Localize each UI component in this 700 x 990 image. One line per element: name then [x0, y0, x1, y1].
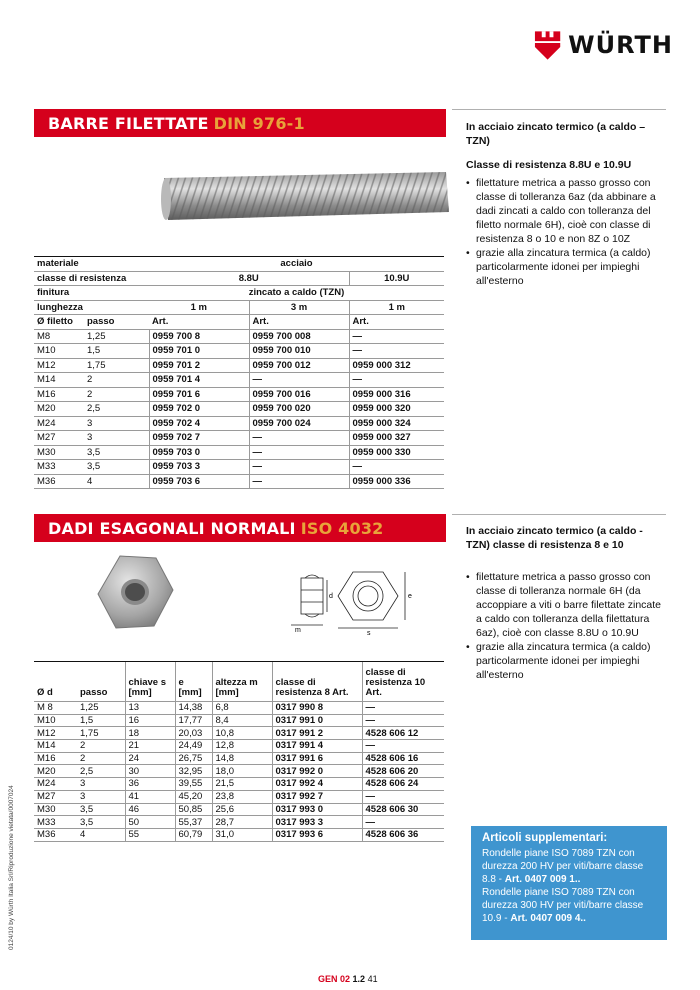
label-materiale: materiale — [34, 257, 149, 272]
table-cell: M30 — [34, 445, 84, 460]
table-cell: 46 — [125, 803, 175, 816]
table-cell: 0959 700 010 — [249, 344, 349, 359]
table-cell: 3 — [77, 778, 125, 791]
table-cell: — — [249, 431, 349, 446]
table-cell: 0959 701 4 — [149, 373, 249, 388]
wurth-logo — [533, 27, 673, 63]
header-e: e [mm] — [175, 662, 212, 702]
page-footer — [318, 974, 378, 984]
footer-section: GEN 02 — [318, 974, 351, 984]
table-cell: M24 — [34, 416, 84, 431]
table-cell: 2 — [77, 752, 125, 765]
brand-name: WÜRTH — [568, 31, 673, 59]
table-cell: 20,03 — [175, 727, 212, 740]
table-cell: 4528 606 12 — [362, 727, 444, 740]
side-copyright-note: 0124/10 by Würth Italia Srl/Riproduzione vietata/0007024 — [8, 785, 15, 950]
table-cell: 0959 000 324 — [349, 416, 444, 431]
table-cell: 41 — [125, 790, 175, 803]
table-cell: 0959 000 320 — [349, 402, 444, 417]
nuts-table — [34, 661, 444, 842]
table-cell: M20 — [34, 765, 77, 778]
drawing-label-d: d — [329, 593, 333, 600]
section1-info — [466, 120, 671, 288]
table-cell: 0959 703 0 — [149, 445, 249, 460]
header-classe-10: classe di resistenza 10 Art. — [362, 662, 444, 702]
header-passo: passo — [77, 662, 125, 702]
table-cell: — — [362, 702, 444, 715]
table-cell: — — [362, 714, 444, 727]
footer-number: 41 — [367, 974, 378, 984]
table-cell: 0317 991 2 — [272, 727, 362, 740]
section1-title: BARRE FILETTATE — [48, 113, 209, 133]
table-cell: 0959 702 4 — [149, 416, 249, 431]
table-cell: M16 — [34, 387, 84, 402]
table-cell: 3,5 — [84, 445, 149, 460]
table-row — [34, 474, 444, 489]
table-cell: 0959 703 3 — [149, 460, 249, 475]
table-cell: M30 — [34, 803, 77, 816]
table-cell: 39,55 — [175, 778, 212, 791]
drawing-label-s: s — [367, 630, 371, 636]
value-classe-8: 8.8U — [149, 271, 349, 286]
table-cell: 3 — [84, 431, 149, 446]
header-diametro: Ø d — [34, 662, 77, 702]
table-cell: M24 — [34, 778, 77, 791]
table-cell: 21,5 — [212, 778, 272, 791]
section2-title: DADI ESAGONALI NORMALI — [48, 518, 296, 538]
length-3: 1 m — [349, 300, 444, 315]
table-cell: 0959 700 024 — [249, 416, 349, 431]
table-row — [34, 344, 444, 359]
table-cell: 2,5 — [84, 402, 149, 417]
supplementary-article: Art. 0407 009 1.. — [504, 874, 581, 885]
header-art: Art. — [149, 315, 249, 330]
table-cell: 2 — [84, 387, 149, 402]
table-cell: — — [362, 740, 444, 753]
table-cell: — — [249, 373, 349, 388]
value-classe-10: 10.9U — [349, 271, 444, 286]
rods-table — [34, 256, 444, 489]
header-art: Art. — [349, 315, 444, 330]
table-cell: 0317 992 4 — [272, 778, 362, 791]
table-cell: 0959 700 012 — [249, 358, 349, 373]
table-cell: 0959 703 6 — [149, 474, 249, 489]
table-cell: 0317 992 0 — [272, 765, 362, 778]
table-cell: 0317 991 0 — [272, 714, 362, 727]
table-cell: 0959 701 6 — [149, 387, 249, 402]
table-cell: 10,8 — [212, 727, 272, 740]
table-cell: M36 — [34, 474, 84, 489]
table-cell: M12 — [34, 358, 84, 373]
section1-standard: DIN 976-1 — [213, 113, 305, 133]
section2-rule — [452, 514, 666, 515]
table-cell: 25,6 — [212, 803, 272, 816]
table-cell: 17,77 — [175, 714, 212, 727]
table-cell: — — [349, 344, 444, 359]
section1-info-head: In acciaio zincato termico (a caldo – TZN) — [466, 121, 646, 147]
table-cell: M14 — [34, 373, 84, 388]
table-cell: — — [349, 329, 444, 344]
table-cell: 50,85 — [175, 803, 212, 816]
table-cell: M14 — [34, 740, 77, 753]
table-row — [34, 402, 444, 417]
supplementary-title: Articoli supplementari: — [482, 832, 608, 844]
table-cell: 14,38 — [175, 702, 212, 715]
label-lunghezza: lunghezza — [34, 300, 149, 315]
table-cell: 0959 701 0 — [149, 344, 249, 359]
section2-bullet: • filettature metrica a passo grosso con classe di tolleranza normale 6H (da accoppiare a viti o barre filettate zincate a caldo con tolleranza della filettatura 6az), cioè con classe 8.8U o 10.9U — [466, 570, 666, 640]
table-cell: M 8 — [34, 702, 77, 715]
table-cell: 0959 701 2 — [149, 358, 249, 373]
header-passo: passo — [84, 315, 149, 330]
section2-bullet: • grazie alla zincatura termica (a caldo) particolarmente idonei per impieghi all'esterno — [466, 640, 666, 682]
hex-nut-image — [94, 552, 176, 634]
table-cell: 3,5 — [77, 816, 125, 829]
section1-banner — [34, 109, 446, 137]
table-cell: 45,20 — [175, 790, 212, 803]
table-row — [34, 765, 444, 778]
table-cell: 31,0 — [212, 828, 272, 841]
table-row — [34, 828, 444, 841]
table-cell: 1,75 — [84, 358, 149, 373]
table-cell: 60,79 — [175, 828, 212, 841]
value-materiale: acciaio — [149, 257, 444, 272]
table-cell: 16 — [125, 714, 175, 727]
table-row — [34, 416, 444, 431]
table-cell: 4528 606 30 — [362, 803, 444, 816]
header-altezza: altezza m [mm] — [212, 662, 272, 702]
table-cell: 0317 992 7 — [272, 790, 362, 803]
table-row — [34, 702, 444, 715]
table-cell: 0959 700 016 — [249, 387, 349, 402]
table-row — [34, 358, 444, 373]
header-art: Art. — [249, 315, 349, 330]
table-cell: 4528 606 24 — [362, 778, 444, 791]
table-cell: M10 — [34, 344, 84, 359]
section1-bullets — [466, 176, 671, 288]
table-cell: 0317 991 6 — [272, 752, 362, 765]
table-cell: 1,5 — [84, 344, 149, 359]
table-cell: 32,95 — [175, 765, 212, 778]
table-cell: 0317 990 8 — [272, 702, 362, 715]
supplementary-articles-box — [471, 826, 667, 940]
table-cell: M20 — [34, 402, 84, 417]
table-cell: 14,8 — [212, 752, 272, 765]
nut-technical-drawing — [287, 566, 417, 636]
table-row — [34, 803, 444, 816]
table-cell: — — [249, 460, 349, 475]
table-cell: M27 — [34, 431, 84, 446]
table-row — [34, 740, 444, 753]
section1-subhead: Classe di resistenza 8.8U e 10.9U — [466, 159, 632, 171]
table-row — [34, 727, 444, 740]
table-cell: 23,8 — [212, 790, 272, 803]
table-cell: 1,25 — [77, 702, 125, 715]
table-cell: 8,4 — [212, 714, 272, 727]
table-cell: 24,49 — [175, 740, 212, 753]
table-cell: — — [349, 373, 444, 388]
section2-info-head: In acciaio zincato termico (a caldo - TZN) classe di resistenza 8 e 10 — [466, 525, 643, 551]
table-cell: 26,75 — [175, 752, 212, 765]
table-cell: 0317 993 6 — [272, 828, 362, 841]
table-cell: 0959 000 327 — [349, 431, 444, 446]
header-classe-8: classe di resistenza 8 Art. — [272, 662, 362, 702]
table-cell: 13 — [125, 702, 175, 715]
table-row — [34, 387, 444, 402]
table-cell: M10 — [34, 714, 77, 727]
drawing-label-e: e — [408, 593, 412, 600]
table-cell: 0959 000 336 — [349, 474, 444, 489]
wurth-logo-mark-icon — [533, 28, 562, 62]
table-cell: 1,25 — [84, 329, 149, 344]
table-cell: 18,0 — [212, 765, 272, 778]
table-cell: 0959 000 316 — [349, 387, 444, 402]
section2-info — [466, 524, 666, 682]
table-cell: 0959 000 330 — [349, 445, 444, 460]
supplementary-line: Rondelle piane ISO 7089 TZN con durezza 300 HV per viti/barre classe 10.9 - — [482, 887, 644, 924]
table-cell: M12 — [34, 727, 77, 740]
table-cell: M36 — [34, 828, 77, 841]
table-row — [34, 778, 444, 791]
table-cell: 4 — [84, 474, 149, 489]
table-cell: 4528 606 36 — [362, 828, 444, 841]
table-cell: 1,5 — [77, 714, 125, 727]
supplementary-line: Rondelle piane ISO 7089 TZN con durezza 200 HV per viti/barre classe 8.8 - — [482, 848, 644, 885]
table-cell: 50 — [125, 816, 175, 829]
table-cell: 55,37 — [175, 816, 212, 829]
table-cell: M33 — [34, 816, 77, 829]
table-cell: 0959 700 020 — [249, 402, 349, 417]
table-cell: M16 — [34, 752, 77, 765]
table-cell: 2 — [84, 373, 149, 388]
table-cell: 0317 993 3 — [272, 816, 362, 829]
section2-banner — [34, 514, 446, 542]
table-cell: — — [249, 474, 349, 489]
supplementary-article: Art. 0407 009 4.. — [510, 913, 586, 924]
table-cell: 3,5 — [84, 460, 149, 475]
section2-standard: ISO 4032 — [300, 518, 384, 538]
table-row — [34, 329, 444, 344]
table-row — [34, 714, 444, 727]
table-cell: — — [349, 460, 444, 475]
header-diametro: Ø filetto — [34, 315, 84, 330]
section2-bullets — [466, 570, 666, 682]
length-1: 1 m — [149, 300, 249, 315]
table-cell: — — [249, 445, 349, 460]
table-row — [34, 460, 444, 475]
table-cell: — — [362, 816, 444, 829]
table-cell: 3 — [77, 790, 125, 803]
section1-bullet: • grazie alla zincatura termica (a caldo) particolarmente idonei per impieghi all'esterno — [466, 246, 671, 288]
table-cell: 0959 702 7 — [149, 431, 249, 446]
section1-rule — [452, 109, 666, 110]
table-row — [34, 816, 444, 829]
table-cell: 0959 000 312 — [349, 358, 444, 373]
table-cell: 21 — [125, 740, 175, 753]
table-cell: 0317 991 4 — [272, 740, 362, 753]
table-cell: 36 — [125, 778, 175, 791]
table-cell: 0317 993 0 — [272, 803, 362, 816]
table-cell: 12,8 — [212, 740, 272, 753]
table-cell: 3 — [84, 416, 149, 431]
table-row — [34, 752, 444, 765]
label-finitura: finitura — [34, 286, 149, 301]
table-cell: 1,75 — [77, 727, 125, 740]
threaded-rod-image — [158, 170, 451, 222]
table-cell: — — [362, 790, 444, 803]
table-row — [34, 790, 444, 803]
table-cell: 4528 606 20 — [362, 765, 444, 778]
table-row — [34, 445, 444, 460]
length-2: 3 m — [249, 300, 349, 315]
table-cell: 3,5 — [77, 803, 125, 816]
table-cell: 4528 606 16 — [362, 752, 444, 765]
section1-bullet: • filettature metrica a passo grosso con classe di tolleranza 6az (da abbinare a dadi zincati a caldo con tolleranza del filetto normale 6H), cioè con classe di resistenza 8 o 10 e non 8Z o 10Z — [466, 176, 671, 246]
value-finitura: zincato a caldo (TZN) — [149, 286, 444, 301]
table-cell: M8 — [34, 329, 84, 344]
table-cell: M33 — [34, 460, 84, 475]
table-cell: 0959 700 8 — [149, 329, 249, 344]
table-cell: 2 — [77, 740, 125, 753]
table-cell: 0959 702 0 — [149, 402, 249, 417]
table-cell: 4 — [77, 828, 125, 841]
header-chiave: chiave s [mm] — [125, 662, 175, 702]
table-cell: 24 — [125, 752, 175, 765]
table-cell: M27 — [34, 790, 77, 803]
table-cell: 55 — [125, 828, 175, 841]
table-row — [34, 373, 444, 388]
footer-page: 1.2 — [352, 974, 366, 984]
table-cell: 6,8 — [212, 702, 272, 715]
table-row — [34, 431, 444, 446]
table-cell: 0959 700 008 — [249, 329, 349, 344]
table-cell: 28,7 — [212, 816, 272, 829]
table-cell: 30 — [125, 765, 175, 778]
label-classe: classe di resistenza — [34, 271, 149, 286]
table-cell: 2,5 — [77, 765, 125, 778]
drawing-label-m: m — [295, 627, 301, 634]
table-cell: 18 — [125, 727, 175, 740]
